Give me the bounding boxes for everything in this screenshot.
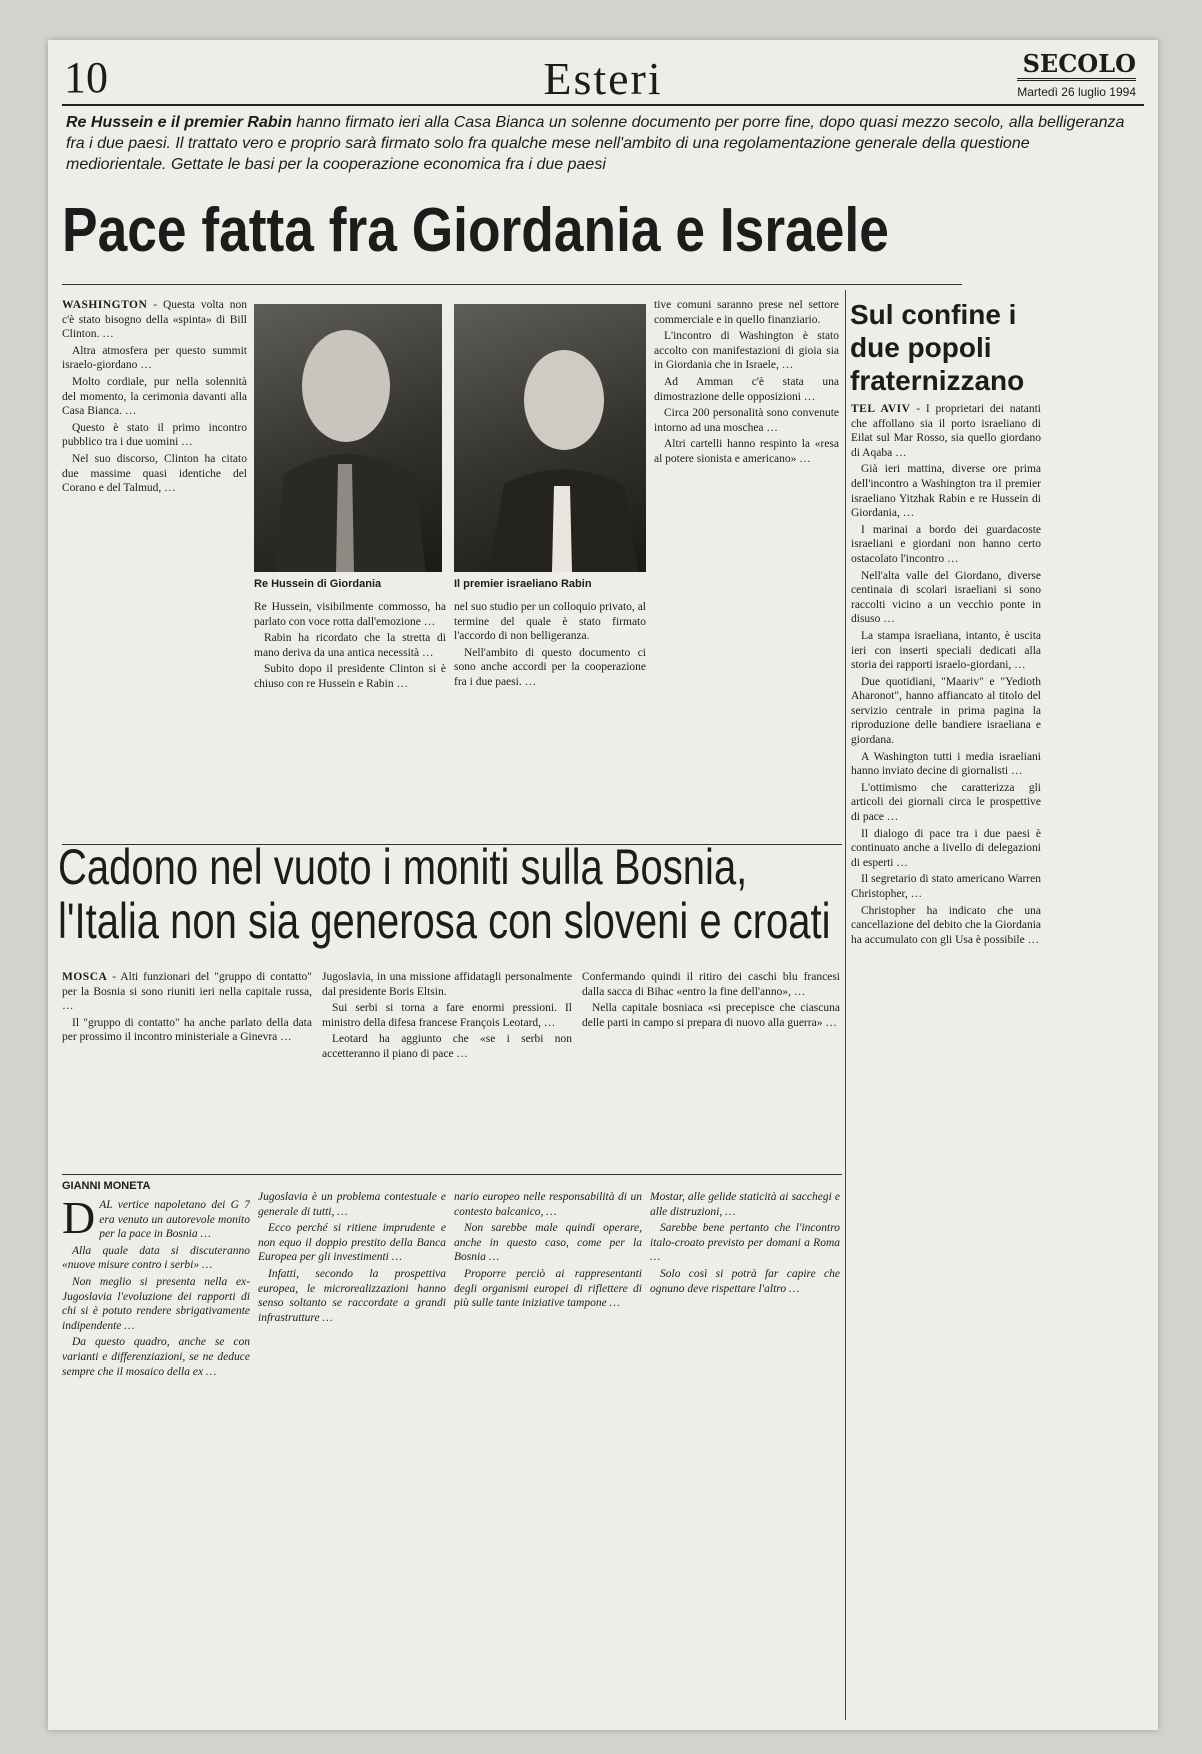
commentary-top-rule xyxy=(62,1174,842,1175)
main-article-para: Circa 200 personalità sono convenute intorno ad una moschea … xyxy=(654,407,839,434)
main-article-col1 xyxy=(62,298,247,838)
header-rule xyxy=(62,104,1144,106)
bosnia-text: - Alti funzionari del "gruppo di contatto" per la Bosnia si sono riuniti ieri nella capitale russa, … xyxy=(62,971,312,1013)
commentary-para: Non sarebbe male quindi operare, anche in questo caso, come per la Bosnia … xyxy=(454,1222,642,1264)
main-article-para: Rabin ha ricordato che la stretta di mano deriva da una antica necessità … xyxy=(254,632,446,659)
commentary-col1 xyxy=(62,1198,250,1720)
main-article-para xyxy=(62,298,247,342)
photo-caption-right: Il premier israeliano Rabin xyxy=(454,578,592,590)
commentary-para: Alla quale data si discuteranno «nuove misure contro i serbi» … xyxy=(62,1244,250,1272)
main-article-para: Nell'ambito di questo documento ci sono anche accordi per la cooperazione fra i due paesi. … xyxy=(454,646,646,688)
sidebar-para: Il segretario di stato americano Warren Christopher, … xyxy=(851,873,1041,900)
main-article-para: Altra atmosfera per questo summit israelo-giordano … xyxy=(62,344,247,372)
commentary-para: Sarebbe bene pertanto che l'incontro italo-croato previsto per domani a Roma … xyxy=(650,1222,840,1264)
headline-rule xyxy=(62,284,962,285)
commentary-para: Infatti, secondo la prospettiva europea, le microrealizzazioni hanno senso soltanto se raccordate a grandi infrastrutture … xyxy=(258,1267,446,1324)
bosnia-headline-line2: l'Italia non sia generosa con sloveni e croati xyxy=(58,893,831,949)
photo-caption-left: Re Hussein di Giordania xyxy=(254,578,382,590)
bosnia-headline-line1: Cadono nel vuoto i moniti sulla Bosnia, xyxy=(58,839,748,895)
commentary-para: Non meglio si presenta nella ex-Jugoslavia l'evoluzione dei rapporti di chi si è potuto rendere sbrigativamente indipendente … xyxy=(62,1275,250,1332)
main-article-col2 xyxy=(254,600,446,840)
bosnia-headline xyxy=(58,839,831,949)
bosnia-para: Nella capitale bosniaca «si precepisce che ciascuna delle parti in campo si prepara di nuovo alla guerra» … xyxy=(582,1002,840,1029)
commentary-col2 xyxy=(258,1190,446,1720)
sidebar-headline: Sul confine i due popoli fraternizzano xyxy=(850,299,1025,396)
issue-date: Martedì 26 luglio 1994 xyxy=(1017,85,1136,99)
commentary-byline: GIANNI MONETA xyxy=(62,1180,151,1192)
portrait-illustration xyxy=(254,304,442,572)
bosnia-col1 xyxy=(62,970,312,1170)
bosnia-para: Confermando quindi il ritiro dei caschi blu francesi dalla sacca di Bihac «entro la fine dell'anno», … xyxy=(582,971,840,998)
main-headline: Pace fatta fra Giordania e Israele xyxy=(62,196,889,265)
commentary-para: Proporre perciò ai rappresentanti degli organismi europei di riflettere di più sulle tante iniziative tampone … xyxy=(454,1267,642,1310)
masthead-name: SECOLO xyxy=(1017,50,1136,81)
commentary-text: AL vertice napoletano dei G 7 era venuto un autorevole monito per la pace in Bosnia … xyxy=(99,1199,250,1241)
bosnia-col3 xyxy=(582,970,840,1170)
sidebar-para: L'ottimismo che caratterizza gli articoli dei giornali circa le prospettive di pace … xyxy=(851,781,1041,824)
main-article-col3 xyxy=(454,600,646,840)
sidebar-para: Il dialogo di pace tra i due paesi è continuato anche a livello di delegazioni di esperti … xyxy=(851,827,1041,869)
main-article-text: - Questa volta non c'è stato bisogno della «spinta» di Bill Clinton. … xyxy=(62,299,247,341)
bosnia-para: Il "gruppo di contatto" ha anche parlato della data per prossimo il incontro ministeriale a Ginevra … xyxy=(62,1016,312,1044)
main-article-para: Altri cartelli hanno respinto la «resa al potere sionista e americano» … xyxy=(654,438,839,465)
main-article-para: nel suo studio per un colloquio privato, al termine del quale è stato firmato l'accordo di non belligeranza. xyxy=(454,601,646,643)
masthead xyxy=(1017,50,1136,99)
commentary-para: Solo così si potrà far capire che ognuno deve rispettare l'altro … xyxy=(650,1267,840,1295)
main-article-para: tive comuni saranno prese nel settore commerciale e in quello finanziario. xyxy=(654,299,839,326)
bosnia-col2 xyxy=(322,970,572,1170)
drop-cap: D xyxy=(62,1198,96,1243)
commentary-para: nario europeo nelle responsabilità di un contesto balcanico, … xyxy=(454,1191,642,1218)
sidebar-article xyxy=(851,402,1041,1720)
commentary-para xyxy=(62,1198,250,1242)
sidebar-para: I marinai a bordo dei guardacoste israeliani e giordani non hanno certo ostacolato l'incontro … xyxy=(851,523,1041,565)
sidebar-para: Christopher ha indicato che una cancellazione del debito che la Giordania ha accumulato con gli Usa è possibile … xyxy=(851,904,1041,946)
main-article-para: L'incontro di Washington è stato accolto con manifestazioni di gioia sia in Giordania che in Israele, … xyxy=(654,330,839,372)
photo-rabin xyxy=(454,304,646,572)
main-article-para: Nel suo discorso, Clinton ha citato due massime quasi identiche del Corano e del Talmud, … xyxy=(62,452,247,495)
sidebar-para: Nell'alta valle del Giordano, diverse centinaia di scolari israeliani si sono raccolti vicino a un vecchio ponte in disuso … xyxy=(851,569,1041,626)
main-article-para: Molto cordiale, pur nella solennità del momento, la cerimonia davanti alla Casa Bianca. … xyxy=(62,375,247,418)
sidebar-para: Già ieri mattina, diverse ore prima dell'incontro a Washington tra il premier israeliano Yitzhak Rabin e re Hussein di Giordania, … xyxy=(851,463,1041,520)
bosnia-para xyxy=(62,970,312,1014)
commentary-col3 xyxy=(454,1190,642,1720)
commentary-para: Ecco perché si ritiene imprudente e non equo il doppio prestito della Banca Europea per gli investimenti … xyxy=(258,1222,446,1264)
bosnia-para: Leotard ha aggiunto che «se i serbi non accetteranno il piano di pace … xyxy=(322,1033,572,1060)
summary-text: hanno firmato ieri alla Casa Bianca un solenne documento per porre fine, dopo quasi mezzo secolo, alla belligeranza fra i due paesi. Il trattato vero e proprio sarà firmato solo fra qualche mese nell'ambito di una regolamentazione generale della questione mediorientale. Gettate le basi per la cooperazione economica fra i due paesi xyxy=(66,114,1125,173)
main-article-para: Questo è stato il primo incontro pubblico tra i due uomini … xyxy=(62,421,247,449)
sidebar-para: Due quotidiani, "Maariv" e "Yedioth Aharonot", hanno affiancato al titolo del servizio centrale in prima pagina la riproduzione delle bandiere israeliana e giordana. xyxy=(851,675,1041,747)
article-summary xyxy=(66,112,1126,175)
commentary-para: Mostar, alle gelide staticità ai sacchegi e alle distruzioni, … xyxy=(650,1191,840,1218)
main-article-para: Ad Amman c'è stata una dimostrazione delle opposizioni … xyxy=(654,375,839,403)
portrait-illustration xyxy=(454,304,646,572)
photo-king-hussein xyxy=(254,304,442,572)
commentary-para: Da questo quadro, anche se con varianti e differenziazioni, se ne deduce sempre che il mosaico della ex … xyxy=(62,1336,250,1378)
sidebar-para: A Washington tutti i media israeliani hanno inviato decine di giornalisti … xyxy=(851,750,1041,778)
summary-lead: Re Hussein e il premier Rabin xyxy=(66,114,292,131)
commentary-col4 xyxy=(650,1190,840,1720)
bosnia-para: Jugoslavia, in una missione affidatagli personalmente dal presidente Boris Eltsin. xyxy=(322,971,572,998)
bosnia-para: Sui serbi si torna a fare enormi pressioni. Il ministro della difesa francese François Leotard, … xyxy=(322,1002,572,1029)
sidebar-para: La stampa israeliana, intanto, è uscita ieri con inserti speciali dedicati alla storia dei rapporti israelo-giordani, … xyxy=(851,629,1041,672)
main-article-col4 xyxy=(654,298,839,838)
main-article-para: Subito dopo il presidente Clinton si è chiuso con re Hussein e Rabin … xyxy=(254,663,446,690)
newspaper-page xyxy=(48,40,1158,1730)
commentary-para: Jugoslavia è un problema contestuale e generale di tutti, … xyxy=(258,1191,446,1218)
sidebar-text: - I proprietari dei natanti che affollano sia il porto israeliano di Eilat sul Mar Rosso, sia quello giordano di Aqaba … xyxy=(851,403,1041,459)
sidebar-para xyxy=(851,402,1041,460)
main-article-para: Re Hussein, visibilmente commosso, ha parlato con voce rotta dall'emozione … xyxy=(254,601,446,628)
main-dateline: WASHINGTON xyxy=(62,299,148,311)
sidebar-dateline: TEL AVIV xyxy=(851,403,911,415)
page-number: 10 xyxy=(64,53,108,102)
column-divider xyxy=(845,290,846,1720)
section-title: Esteri xyxy=(543,53,663,104)
bosnia-dateline: MOSCA xyxy=(62,971,108,983)
